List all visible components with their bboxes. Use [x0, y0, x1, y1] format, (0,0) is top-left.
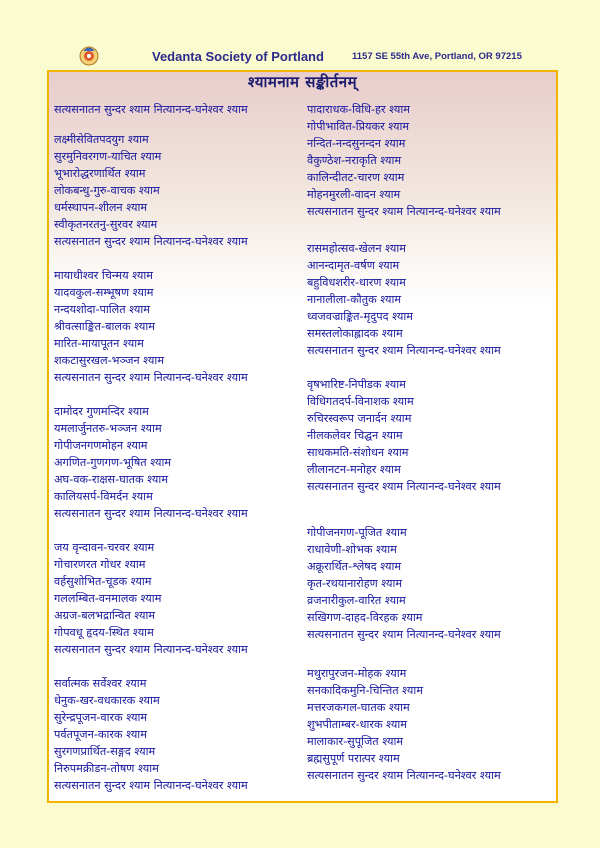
right-verse-line: पादाराधक-विधि-हर श्याम	[307, 103, 410, 116]
left-verse-line: सत्यसनातन सुन्दर श्याम नित्यानन्द-घनेश्वर श्याम	[54, 371, 248, 384]
right-verse-line: साधकमति-संशोधन श्याम	[307, 446, 409, 459]
left-verse-line: जय वृन्दावन-चरवर श्याम	[54, 541, 155, 554]
right-verse-line: ब्रह्मसुपूर्ण परात्पर श्याम	[307, 752, 400, 765]
right-verse-line: मथुरापुरजन-मोहक श्याम	[307, 667, 407, 680]
right-verse-line: सत्यसनातन सुन्दर श्याम नित्यानन्द-घनेश्वर श्याम	[307, 344, 501, 357]
right-verse-line: मोहनमुरली-वादन श्याम	[307, 188, 401, 201]
organization-name: Vedanta Society of Portland	[152, 49, 324, 64]
right-verse-line: वृषभारिष्ट-निपीडक श्याम	[307, 378, 406, 391]
left-verse-line: नन्दयशोदा-पालित श्याम	[54, 303, 150, 316]
left-verse-line: दामोदर गुणमन्दिर श्याम	[54, 405, 149, 418]
right-verse-line: सत्यसनातन सुन्दर श्याम नित्यानन्द-घनेश्वर श्याम	[307, 769, 501, 782]
right-verse-line: लीलानटन-मनोहर श्याम	[307, 463, 401, 476]
left-verse-line: गोपीजनगणमोहन श्याम	[54, 439, 148, 452]
right-verse-line: गोपीजनगण-पूजित श्याम	[307, 526, 407, 539]
right-verse-line: विधिगतदर्प-विनाशक श्याम	[307, 395, 414, 408]
right-verse-line: सत्यसनातन सुन्दर श्याम नित्यानन्द-घनेश्वर श्याम	[307, 628, 501, 641]
left-verse-line: वर्हसुशोभित-चूडक श्याम	[54, 575, 152, 588]
right-verse-line: सखिगण-दाहद-विरहक श्याम	[307, 611, 423, 624]
page-title: श्यामनाम सङ्कीर्तनम्	[247, 73, 358, 91]
left-verse-line: अघ-वक-राक्षस-घातक श्याम	[54, 473, 169, 486]
page-header	[0, 40, 600, 70]
left-verse-line: सत्यसनातन सुन्दर श्याम नित्यानन्द-घनेश्वर श्याम	[54, 643, 248, 656]
left-verse-line: सुरेन्द्रपूजन-वारक श्याम	[54, 711, 148, 724]
left-verse-line: मायाधीश्वर चिन्मय श्याम	[54, 269, 153, 282]
left-verse-line: अगणित-गुणगण-भूषित श्याम	[54, 456, 172, 469]
left-verse-line: धेनुक-खर-वधकारक श्याम	[54, 694, 160, 707]
right-verse-line: मालाकार-सुपूजित श्याम	[307, 735, 404, 748]
left-verse-line: गोपवधू हृदय-स्थित श्याम	[54, 626, 154, 639]
left-verse-line: सर्वात्मक सर्वेश्वर श्याम	[54, 677, 147, 690]
right-verse-line: नीलकलेवर चिद्घन श्याम	[307, 429, 403, 442]
left-verse-line: शकटासुरखल-भञ्जन श्याम	[54, 354, 165, 367]
chant-frame	[47, 70, 558, 803]
left-verse-line: धर्मस्थापन-शीलन श्याम	[54, 201, 148, 214]
right-verse-line: कृत-रथयानारोहण श्याम	[307, 577, 403, 590]
right-verse-line: आनन्दामृत-वर्षण श्याम	[307, 259, 400, 272]
left-verse-line: भूभारोद्धरणार्थित श्याम	[54, 167, 146, 180]
right-verse-line: राधावेणी-शोभक श्याम	[307, 543, 397, 556]
left-verse-line: पर्वतपूजन-कारक श्याम	[54, 728, 147, 741]
right-verse-line: सनकादिकमुनि-चिन्तित श्याम	[307, 684, 424, 697]
right-verse-line: नानालीला-कौतुक श्याम	[307, 293, 402, 306]
right-verse-line: व्रजनारीकुल-वारित श्याम	[307, 594, 406, 607]
left-verse-line: अग्रज-बलभद्रान्वित श्याम	[54, 609, 156, 622]
right-verse-line: ध्वजवज्राङ्कित-मृदुपद श्याम	[307, 310, 413, 323]
left-verse-line: सत्यसनातन सुन्दर श्याम नित्यानन्द-घनेश्वर श्याम	[54, 507, 248, 520]
left-verse-line: स्वीकृतनरतनु-सुरवर श्याम	[54, 218, 158, 231]
right-verse-line: सत्यसनातन सुन्दर श्याम नित्यानन्द-घनेश्वर श्याम	[307, 480, 501, 493]
right-verse-line: बहुविधशरीर-धारण श्याम	[307, 276, 406, 289]
organization-address: 1157 SE 55th Ave, Portland, OR 97215	[352, 51, 522, 62]
right-verse-line: सत्यसनातन सुन्दर श्याम नित्यानन्द-घनेश्वर श्याम	[307, 205, 501, 218]
left-verse-line: लोकबन्धु-गुरु-वाचक श्याम	[54, 184, 160, 197]
left-verse-line: गोचारणरत गोधर श्याम	[54, 558, 146, 571]
left-verse-line: निरुपमक्रीडन-तोषण श्याम	[54, 762, 159, 775]
left-verse-line: मारित-मायापूतन श्याम	[54, 337, 144, 350]
left-verse-line: सुरमुनिवरगण-याचित श्याम	[54, 150, 162, 163]
left-verse-line: कालियसर्प-विमर्दन श्याम	[54, 490, 153, 503]
right-verse-line: गोपीभावित-प्रियकर श्याम	[307, 120, 410, 133]
left-verse-line: श्रीवत्साङ्कित-बालक श्याम	[54, 320, 155, 333]
left-verse-line: सत्यसनातन सुन्दर श्याम नित्यानन्द-घनेश्वर श्याम	[54, 235, 248, 248]
left-verse-line: सुरगणप्रार्थित-सङ्गद श्याम	[54, 745, 156, 758]
right-verse-line: रुचिरस्वरूप जनार्दन श्याम	[307, 412, 412, 425]
right-verse-line: समस्तलोकाह्लादक श्याम	[307, 327, 403, 340]
left-verse-line: सत्यसनातन सुन्दर श्याम नित्यानन्द-घनेश्वर श्याम	[54, 103, 248, 116]
right-verse-line: अक्रूरार्थित-श्लेषद श्याम	[307, 560, 402, 573]
right-verse-line: रासमहोत्सव-खेलन श्याम	[307, 242, 406, 255]
left-verse-line: सत्यसनातन सुन्दर श्याम नित्यानन्द-घनेश्वर श्याम	[54, 779, 248, 792]
right-verse-line: नन्दित-नन्दसुनन्दन श्याम	[307, 137, 406, 150]
left-verse-line: लक्ष्मीसेवितपदयुग श्याम	[54, 133, 149, 146]
right-verse-line: कालिन्दीतट-चारण श्याम	[307, 171, 405, 184]
left-verse-line: गललम्बित-वनमालक श्याम	[54, 592, 162, 605]
right-verse-line: शुभपीताम्बर-धारक श्याम	[307, 718, 407, 731]
left-verse-line: यादवकुल-सम्भूषण श्याम	[54, 286, 154, 299]
left-verse-line: यमलार्जुनतरु-भञ्जन श्याम	[54, 422, 162, 435]
right-verse-line: मत्तरजकगल-घातक श्याम	[307, 701, 410, 714]
society-logo-icon	[78, 44, 100, 66]
right-verse-line: वैकुण्ठेश-नराकृति श्याम	[307, 154, 402, 167]
